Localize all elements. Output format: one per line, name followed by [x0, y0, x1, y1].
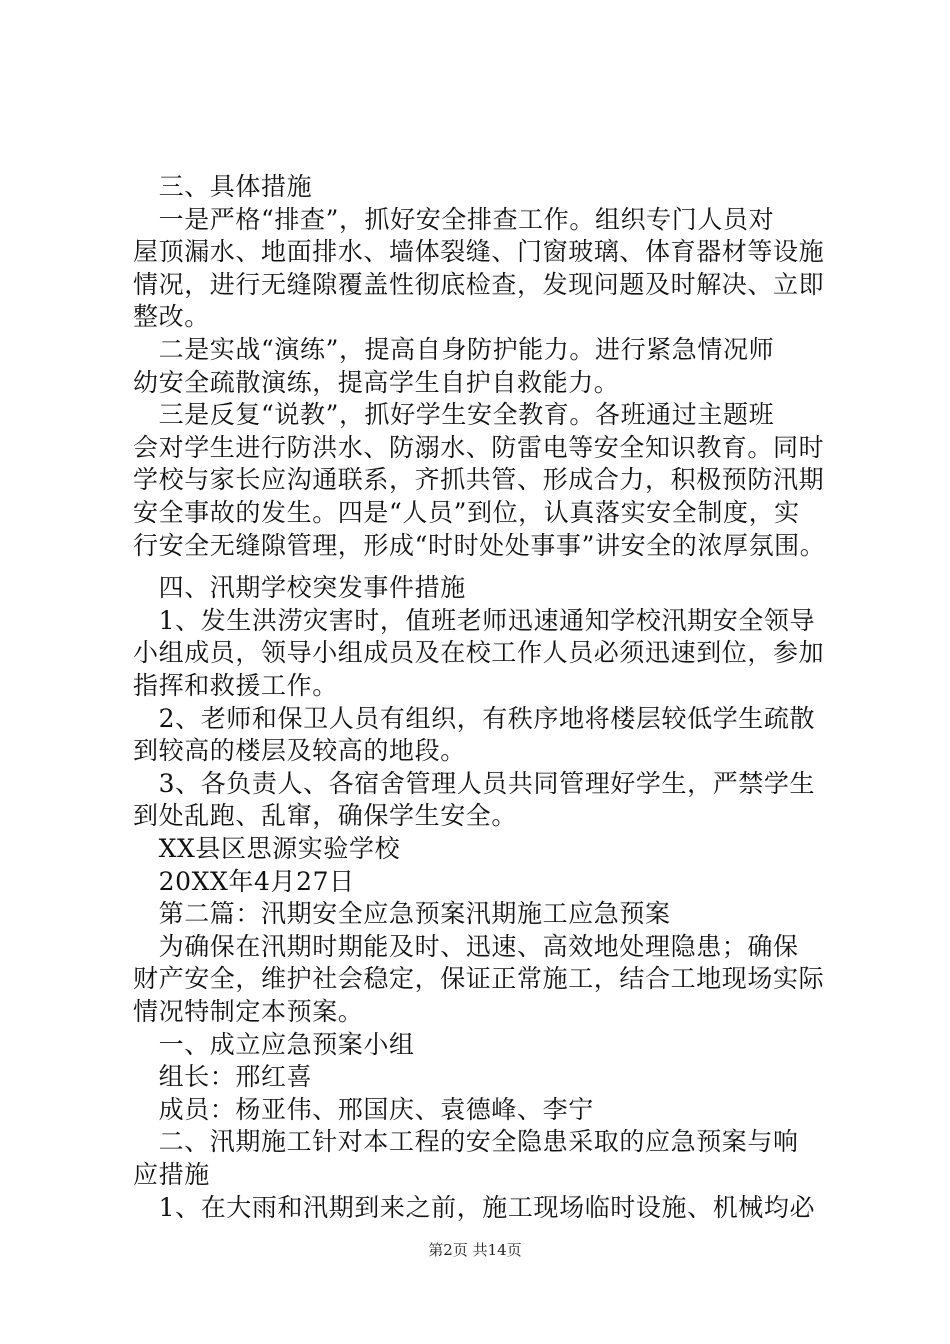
text-line: 为确保在汛期时期能及时、迅速、高效地处理隐患；确保	[133, 932, 799, 961]
signature-date: 20XX年4月27日	[133, 867, 355, 896]
text-line: 到较高的楼层及较高的地段。	[133, 736, 466, 765]
text-line: 会对学生进行防洪水、防溺水、防雷电等安全知识教育。同时	[133, 433, 825, 462]
text-line: 指挥和救援工作。	[133, 671, 338, 700]
text-line: 1、在大雨和汛期到来之前，施工现场临时设施、机械均必	[133, 1193, 816, 1222]
text-line: 二是实战“演练”，提高自身防护能力。进行紧急情况师	[133, 335, 775, 364]
text-line: 组长：邢红喜	[133, 1062, 313, 1091]
text-line: 3、各负责人、各宿舍管理人员共同管理好学生，严禁学生	[133, 769, 816, 798]
text-line: 1、发生洪涝灾害时，值班老师迅速通知学校汛期安全领导	[133, 606, 816, 635]
text-line: 学校与家长应沟通联系，齐抓共管、形成合力，积极预防汛期	[133, 465, 825, 494]
text-line: 幼安全疏散演练，提高学生自护自救能力。	[133, 368, 620, 397]
text-line: 2、老师和保卫人员有组织，有秩序地将楼层较低学生疏散	[133, 704, 816, 733]
text-line: 一是严格“排查”，抓好安全排查工作。组织专门人员对	[133, 205, 775, 234]
text-line: 行安全无缝隙管理，形成“时时处处事事”讲安全的浓厚氛围。	[133, 531, 826, 560]
section-heading: 二、汛期施工针对本工程的安全隐患采取的应急预案与响	[133, 1127, 799, 1156]
text-line: 三、具体措施	[133, 172, 313, 201]
text-line: 安全事故的发生。四是“人员”到位，认真落实安全制度，实	[133, 498, 800, 527]
text-line: 三是反复“说教”，抓好学生安全教育。各班通过主题班	[133, 400, 775, 429]
page-number-footer: 第2页 共14页	[428, 1241, 522, 1259]
text-line: 情况，进行无缝隙覆盖性彻底检查，发现问题及时解决、立即	[133, 270, 825, 299]
text-line: 财产安全，维护社会稳定，保证正常施工，结合工地现场实际	[133, 964, 825, 993]
section-heading: 一、成立应急预案小组	[133, 1030, 415, 1059]
signature-school: XX县区思源实验学校	[133, 834, 401, 863]
text-line: 应措施	[133, 1160, 210, 1189]
text-line: 成员：杨亚伟、邢国庆、袁德峰、李宁	[133, 1095, 594, 1124]
text-line: 小组成员，领导小组成员及在校工作人员必须迅速到位，参加	[133, 638, 825, 667]
text-line: 到处乱跑、乱窜，确保学生安全。	[133, 801, 518, 830]
section-heading: 第二篇：汛期安全应急预案汛期施工应急预案	[133, 899, 671, 928]
text-line: 屋顶漏水、地面排水、墙体裂缝、门窗玻璃、体育器材等设施	[133, 237, 825, 266]
text-line: 情况特制定本预案。	[133, 997, 364, 1026]
section-heading: 四、汛期学校突发事件措施	[133, 573, 466, 602]
text-line: 整改。	[133, 302, 210, 331]
